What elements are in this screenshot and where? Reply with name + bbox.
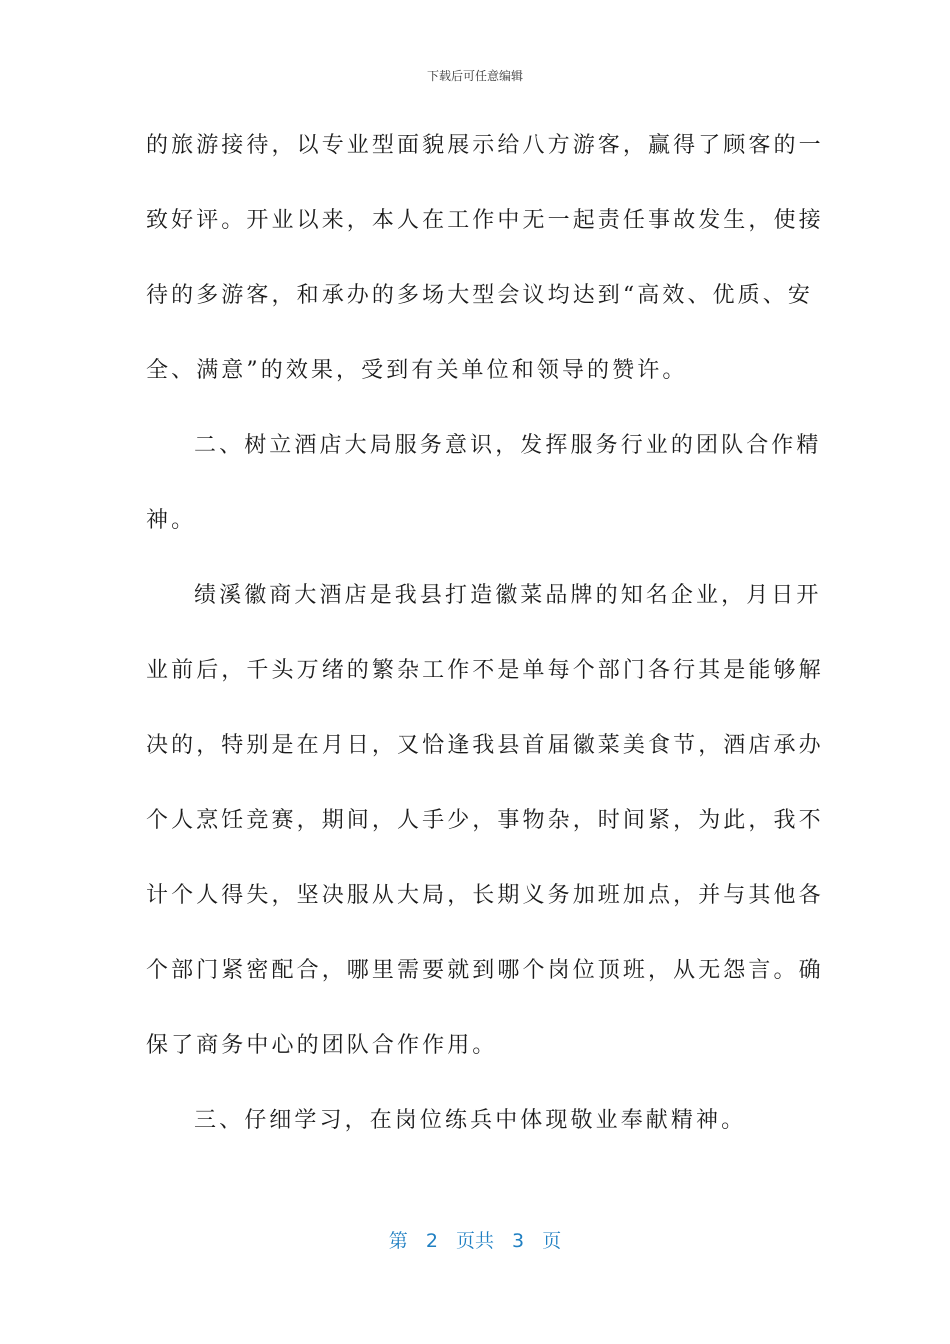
text-line-13: 保了商务中心的团队合作作用。	[146, 1033, 498, 1058]
text-line-4: 全、满意”的效果，受到有关单位和领导的赞许。	[146, 358, 688, 383]
text-line-1: 的旅游接待，以专业型面貌展示给八方游客，赢得了顾客的一	[146, 133, 824, 158]
text-line-10: 个人烹饪竞赛，期间，人手少，事物杂，时间紧，为此，我不	[146, 808, 824, 833]
footer-total-pages: 3	[512, 1230, 525, 1252]
text-line-12: 个部门紧密配合，哪里需要就到哪个岗位顶班，从无怨言。确	[146, 958, 824, 983]
section-heading-3: 三、仔细学习，在岗位练兵中体现敬业奉献精神。	[194, 1108, 747, 1133]
text-line-11: 计个人得失，坚决服从大局，长期义务加班加点，并与其他各	[146, 883, 824, 908]
text-line-9: 决的，特别是在月日，又恰逢我县首届徽菜美食节，酒店承办	[146, 733, 824, 758]
document-body	[146, 122, 824, 1172]
footer-suffix: 页	[542, 1230, 562, 1252]
text-line-8: 业前后，千头万绪的繁杂工作不是单每个部门各行其是能够解	[146, 658, 824, 683]
footer-prefix: 第	[388, 1230, 408, 1252]
footer-page-number: 2	[425, 1230, 438, 1252]
page-footer	[0, 1226, 950, 1253]
text-line-3: 待的多游客，和承办的多场大型会议均达到“高效、优质、安	[146, 283, 813, 308]
page-header: 下载后可任意编辑	[426, 69, 523, 83]
section-heading-2-cont: 神。	[146, 508, 197, 533]
section-heading-2: 二、树立酒店大局服务意识，发挥服务行业的团队合作精	[194, 433, 822, 458]
footer-middle: 页共	[455, 1230, 494, 1252]
text-line-7: 绩溪徽商大酒店是我县打造徽菜品牌的知名企业，月日开	[194, 583, 822, 608]
text-line-2: 致好评。开业以来，本人在工作中无一起责任事故发生，使接	[146, 208, 824, 233]
